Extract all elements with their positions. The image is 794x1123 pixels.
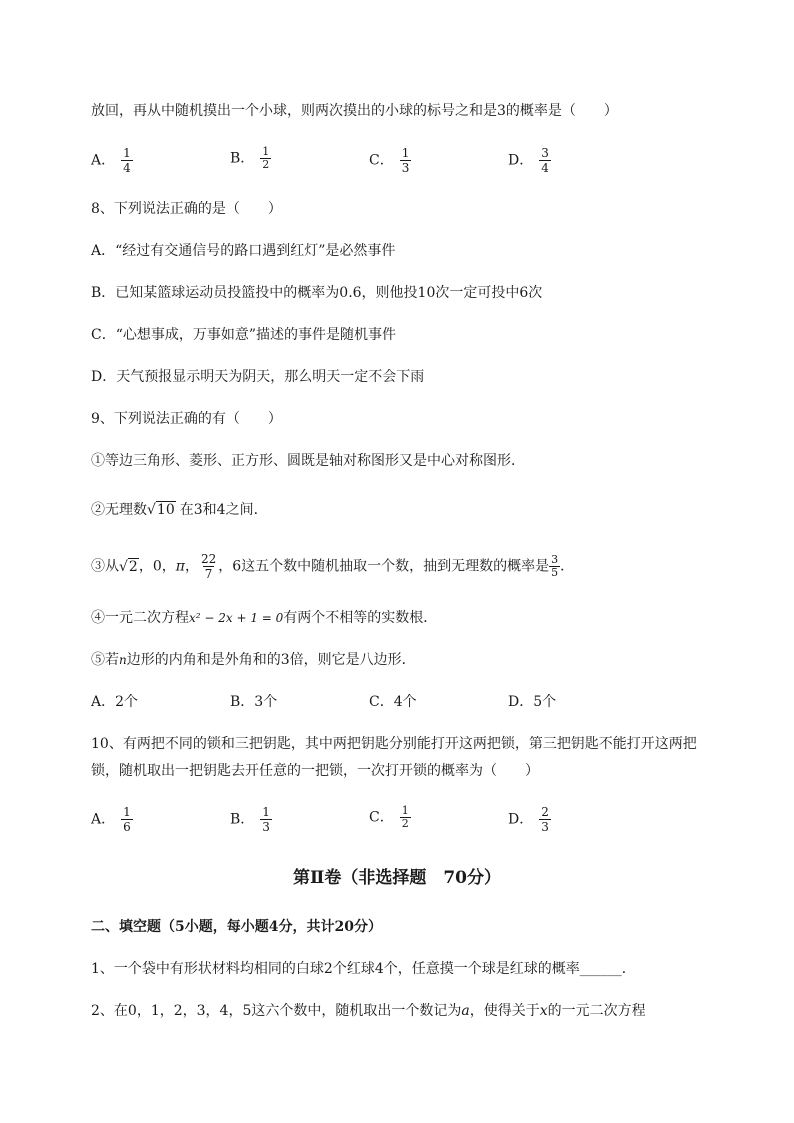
pi-symbol: π [175,558,185,575]
equation: x² − 2x + 1 = 0 [189,611,284,625]
q9-statement-4: ④一元二次方程x² − 2x + 1 = 0有两个不相等的实数根． [91,610,438,626]
q10-stem-line-1: 10、有两把不同的锁和三把钥匙，其中两把钥匙分别能打开这两把锁，第三把钥匙不能打开这两把 [91,736,697,752]
fill-in-section-heading: 二、填空题（5小题，每小题4分，共计20分） [91,919,382,935]
q8-option-c[interactable]: C．“心想事成，万事如意”描述的事件是随机事件 [91,327,397,343]
part-two-title: 第Ⅱ卷（非选择题 70分） [293,868,501,888]
fraction: $\frac{1}{2}$ [401,804,409,830]
q10-option-c[interactable] [369,805,411,830]
fraction: $\frac{1}{4}$ [123,146,131,175]
q9-statement-3: ③从√2，0，π， $\frac{22}{7}$ ，6这五个数中随机抽取一个数，抽到无理数的概率是 $\frac{3}{5}$ ． [91,552,575,581]
variable-a: a [461,1003,470,1019]
option-label: B． [230,150,255,167]
q9-statement-2: ②无理数√10 在3和4之间． [91,502,268,518]
q9-statement-1: ①等边三角形、菱形、正方形、圆既是轴对称图形又是中心对称图形． [91,453,525,469]
q10-option-d[interactable] [508,805,551,834]
q10-option-a[interactable] [91,805,133,834]
variable-x: x [539,1003,548,1019]
option-label: C． [369,152,394,169]
option-label: B． [230,811,255,828]
q7-option-b[interactable] [230,146,271,171]
q9-statement-5: ⑤若n边形的内角和是外角和的3倍，则它是八边形． [91,652,416,668]
q9-stem: 9、下列说法正确的有（ ） [91,411,282,427]
q9-option-d[interactable]: D．5个 [508,694,557,710]
sqrt-expression: √2 [119,558,138,575]
q9-option-b[interactable]: B．3个 [230,694,278,710]
fraction: $\frac{1}{3}$ [401,146,410,175]
option-label: A． [91,152,116,169]
q8-option-d[interactable]: D．天气预报显示明天为阴天，那么明天一定不会下雨 [91,369,425,385]
q8-option-b[interactable]: B．已知某篮球运动员投篮投中的概率为0.6，则他投10次一定可投中6次 [91,285,543,301]
q7-option-d[interactable] [508,146,551,175]
q8-option-a[interactable]: A．“经过有交通信号的路口遇到红灯”是必然事件 [91,243,396,259]
fill-in-question-2: 2、在0，1，2，3，4，5这六个数中，随机取出一个数记为a，使得关于x的一元二次方程 [91,1003,646,1019]
fraction: $\frac{1}{3}$ [262,805,270,834]
sqrt-expression: √10 [147,502,175,518]
option-label: C． [369,809,394,826]
fraction: $\frac{2}{3}$ [541,805,549,834]
q10-stem-line-2: 锁，随机取出一把钥匙去开任意的一把锁，一次打开锁的概率为（ ） [91,763,539,779]
fraction: $\frac{1}{2}$ [262,145,270,171]
q7-continuation: 放回，再从中随机摸出一个小球，则两次摸出的小球的标号之和是3的概率是（ ） [91,103,618,119]
q9-option-c[interactable]: C．4个 [369,694,417,710]
variable-n: n [119,653,127,667]
option-label: D． [508,811,534,828]
option-label: D． [508,152,534,169]
fraction: $\frac{22}{7}$ [200,552,217,581]
q9-option-a[interactable]: A．2个 [91,694,139,710]
q10-option-b[interactable] [230,805,272,834]
fraction: $\frac{3}{4}$ [541,146,549,175]
fill-in-question-1: 1、一个袋中有形状材料均相同的白球2个红球4个，任意摸一个球是红球的概率______． [91,961,636,977]
fraction: $\frac{3}{5}$ [551,553,559,579]
q7-option-a[interactable] [91,146,133,175]
option-label: A． [91,811,116,828]
q7-option-c[interactable] [369,146,411,175]
fraction: $\frac{1}{6}$ [123,805,131,834]
q8-stem: 8、下列说法正确的是（ ） [91,201,282,217]
